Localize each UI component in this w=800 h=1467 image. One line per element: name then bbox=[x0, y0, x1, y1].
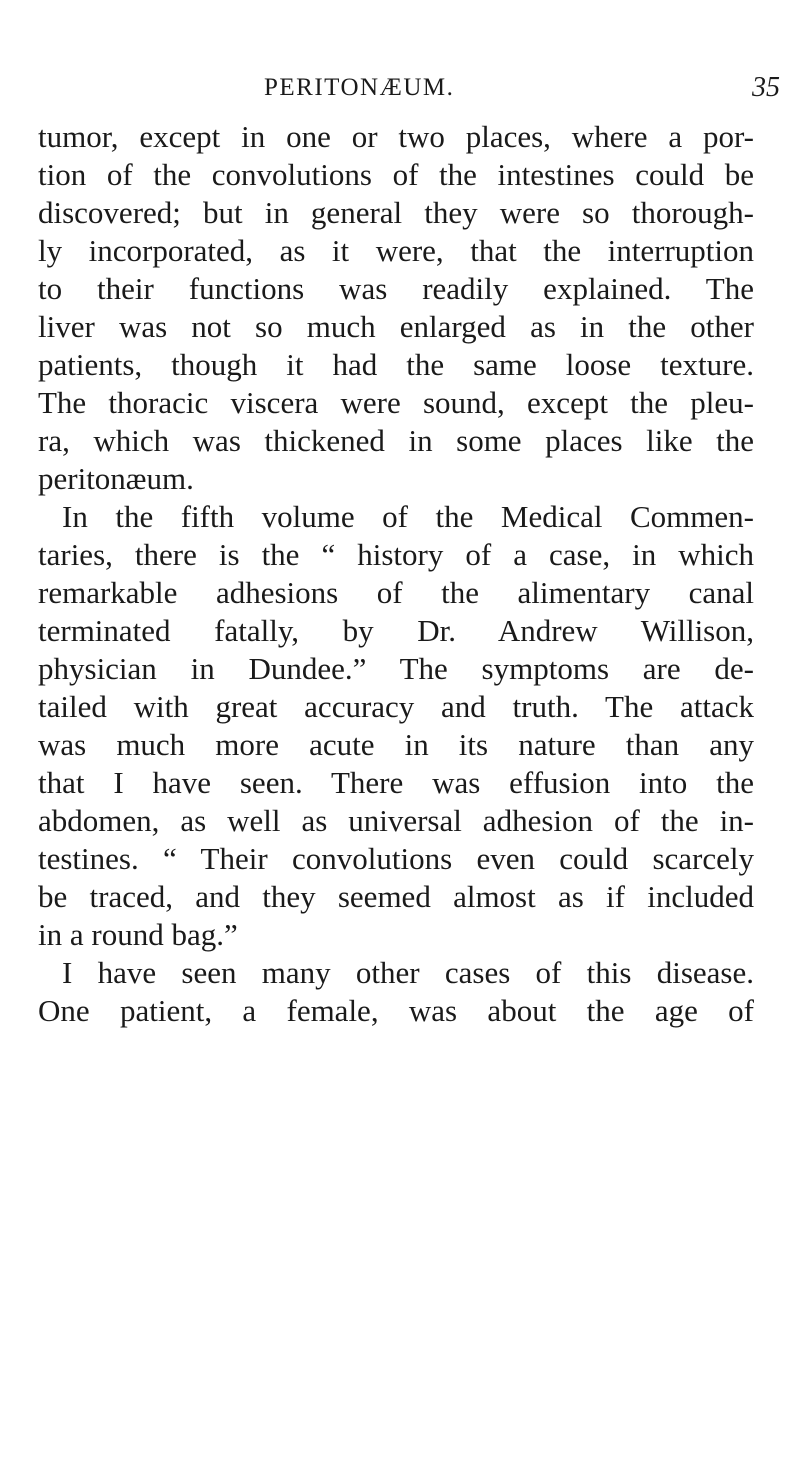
text-line: physician in Dundee.” The symptoms are de- bbox=[38, 651, 754, 686]
text-line: tion of the convolutions of the intestines could be bbox=[38, 157, 754, 192]
text-line: patients, though it had the same loose texture. bbox=[38, 347, 754, 382]
text-line: One patient, a female, was about the age of bbox=[38, 993, 754, 1028]
text-line: be traced, and they seemed almost as if included bbox=[38, 879, 754, 914]
text-line: The thoracic viscera were sound, except the pleu- bbox=[38, 385, 754, 420]
body-text bbox=[38, 118, 754, 1030]
text-line: ly incorporated, as it were, that the interruption bbox=[38, 233, 754, 268]
text-line: that I have seen. There was effusion into the bbox=[38, 765, 754, 800]
text-line: tumor, except in one or two places, where a por- bbox=[38, 119, 754, 154]
text-line: testines. “ Their convolutions even could scarcely bbox=[38, 841, 754, 876]
text-line: discovered; but in general they were so thorough- bbox=[38, 195, 754, 230]
text-line: liver was not so much enlarged as in the other bbox=[38, 309, 754, 344]
text-line: tailed with great accuracy and truth. The attack bbox=[38, 689, 754, 724]
text-line: taries, there is the “ history of a case, in which bbox=[38, 537, 754, 572]
text-line: remarkable adhesions of the alimentary canal bbox=[38, 575, 754, 610]
page-number: 35 bbox=[752, 72, 780, 103]
text-line: to their functions was readily explained. The bbox=[38, 271, 754, 306]
text-line: terminated fatally, by Dr. Andrew Willison, bbox=[38, 613, 754, 648]
text-line: peritonæum. bbox=[38, 461, 194, 496]
running-head bbox=[40, 72, 780, 112]
text-line: ra, which was thickened in some places like the bbox=[38, 423, 754, 458]
running-title: PERITONÆUM. bbox=[264, 74, 455, 101]
text-line: in a round bag.” bbox=[38, 917, 238, 952]
text-line: was much more acute in its nature than any bbox=[38, 727, 754, 762]
text-line: In the fifth volume of the Medical Commen- bbox=[62, 499, 754, 534]
text-line: abdomen, as well as universal adhesion of the in- bbox=[38, 803, 754, 838]
text-line: I have seen many other cases of this disease. bbox=[62, 955, 754, 990]
